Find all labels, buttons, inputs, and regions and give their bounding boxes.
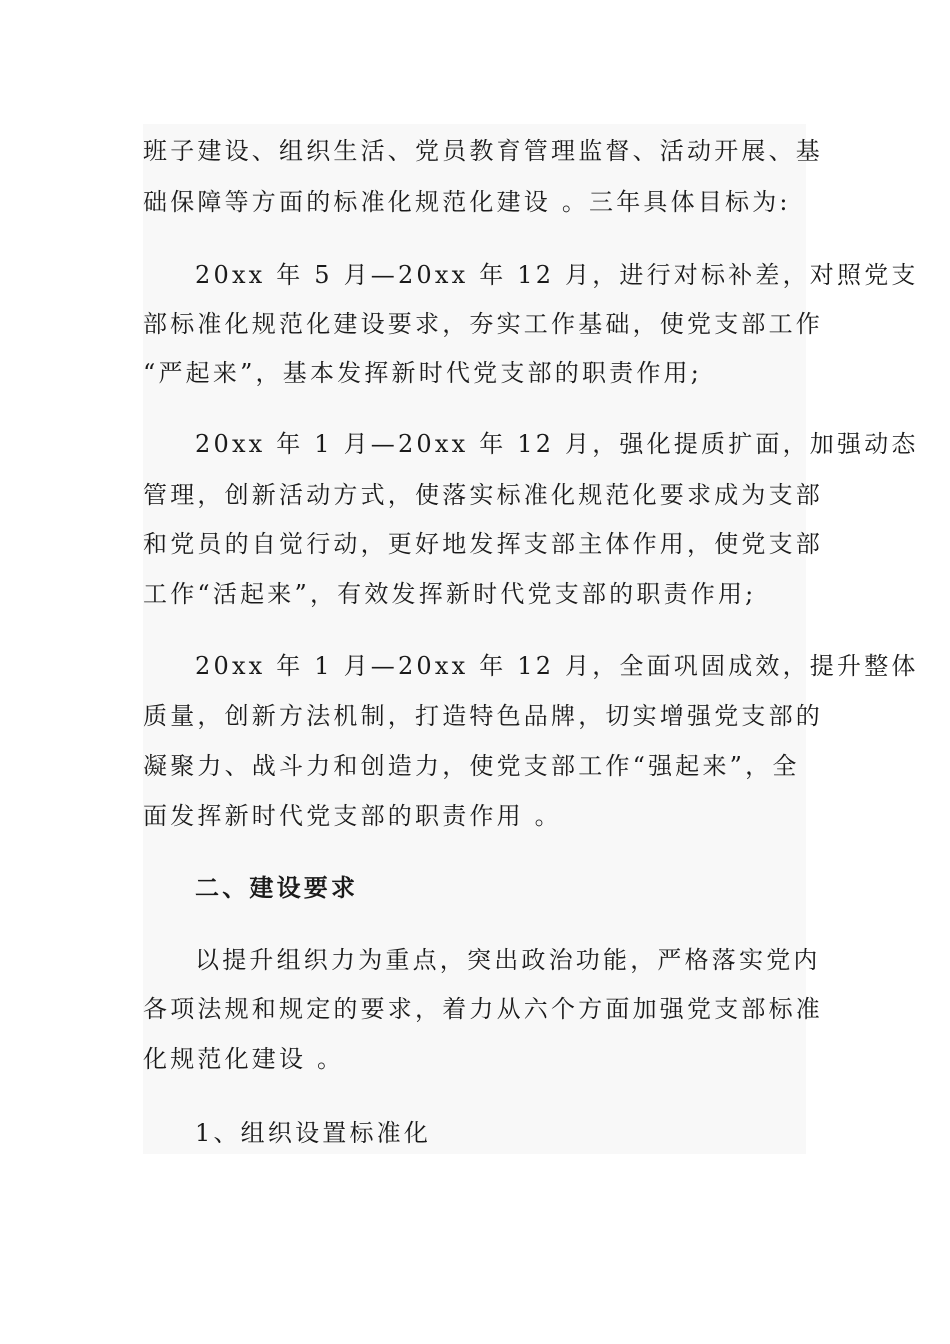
document-body (143, 124, 919, 1154)
text-line: 础保障等方面的标准化规范化建设 。三年具体目标为: (143, 188, 791, 216)
text-line: 20xx 年 1 月—20xx 年 12 月，强化提质扩面，加强动态 (195, 430, 919, 458)
text-line: 管理，创新活动方式，使落实标准化规范化要求成为支部 (143, 481, 823, 509)
text-line: 各项法规和规定的要求，着力从六个方面加强党支部标准 (143, 995, 823, 1023)
text-line: 和党员的自觉行动，更好地发挥支部主体作用，使党支部 (143, 530, 823, 558)
text-line: “严起来”，基本发挥新时代党支部的职责作用; (143, 359, 703, 387)
section-heading: 二、建设要求 (195, 874, 359, 902)
text-line: 20xx 年 1 月—20xx 年 12 月，全面巩固成效，提升整体 (195, 652, 919, 680)
text-line: 工作“活起来”，有效发挥新时代党支部的职责作用; (143, 580, 757, 608)
text-line: 班子建设、组织生活、党员教育管理监督、活动开展、基 (143, 137, 823, 165)
subsection-heading: 1、组织设置标准化 (195, 1119, 432, 1147)
text-line: 凝聚力、战斗力和创造力，使党支部工作“强起来”，全 (143, 752, 800, 780)
text-line: 以提升组织力为重点，突出政治功能，严格落实党内 (195, 946, 821, 974)
text-line: 化规范化建设 。 (143, 1045, 345, 1073)
text-line: 20xx 年 5 月—20xx 年 12 月，进行对标补差，对照党支 (195, 261, 919, 289)
text-line: 面发挥新时代党支部的职责作用 。 (143, 802, 562, 830)
text-line: 部标准化规范化建设要求，夯实工作基础，使党支部工作 (143, 310, 823, 338)
text-line: 质量，创新方法机制，打造特色品牌，切实增强党支部的 (143, 702, 823, 730)
